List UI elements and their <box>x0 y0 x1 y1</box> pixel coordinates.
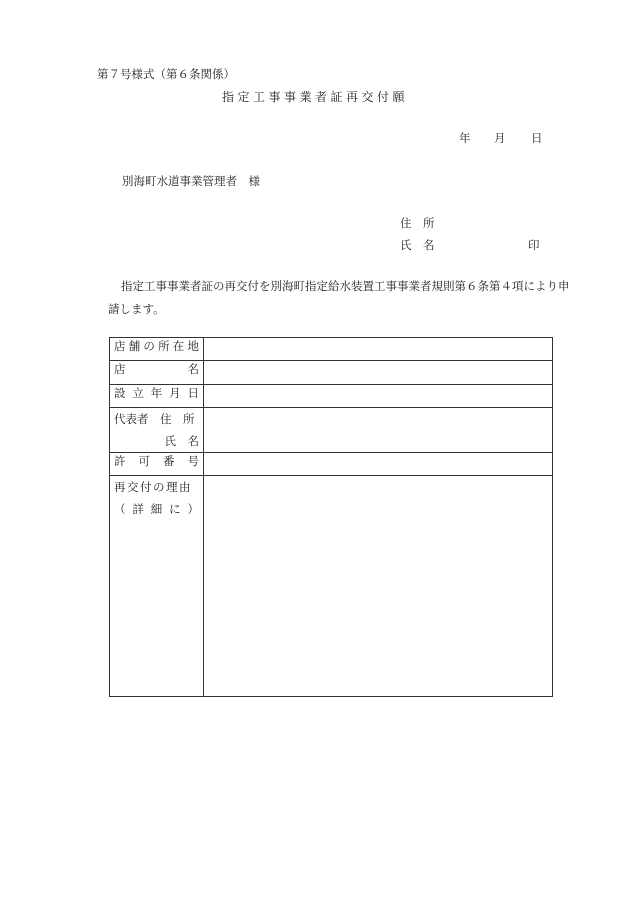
table-row <box>110 453 553 476</box>
applicant-name-label: 氏 名 <box>400 238 435 252</box>
representative-address-label: 代表者 住 所 <box>114 412 195 426</box>
date-year-label: 年 <box>459 131 471 145</box>
store-name-field[interactable] <box>204 361 553 385</box>
license-number-field[interactable] <box>204 453 553 476</box>
reissue-reason-field[interactable] <box>204 476 553 697</box>
store-location-field[interactable] <box>204 338 553 361</box>
table-row <box>110 408 553 453</box>
store-location-label: 店 舗 の 所 在 地 <box>110 338 204 361</box>
applicant-address-label: 住 所 <box>400 216 435 230</box>
date-day-label: 日 <box>531 131 543 145</box>
representative-field[interactable] <box>204 408 553 453</box>
form-number: 第７号様式（第６条関係） <box>97 67 235 81</box>
seal-mark: 印 <box>528 238 540 252</box>
table-row <box>110 338 553 361</box>
store-name-label: 店 名 <box>110 361 204 385</box>
established-date-field[interactable] <box>204 385 553 408</box>
table-row <box>110 476 553 697</box>
addressee: 別海町水道事業管理者 様 <box>122 174 260 188</box>
established-date-label: 設 立 年 月 日 <box>110 385 204 408</box>
date-month-label: 月 <box>494 131 506 145</box>
representative-name-label: 氏 名 <box>164 434 199 448</box>
license-number-label: 許 可 番 号 <box>110 453 204 476</box>
table-row <box>110 361 553 385</box>
table-row <box>110 385 553 408</box>
reissue-reason-label: 再交付の理由 （ 詳 細 に ） <box>110 476 204 697</box>
application-table <box>109 337 553 697</box>
body-text: 指定工事事業者証の再交付を別海町指定給水装置工事事業者規則第６条第４項により申請します。 <box>108 279 570 316</box>
representative-label <box>110 408 204 453</box>
document-title: 指定工事事業者証再交付願 <box>221 90 408 104</box>
